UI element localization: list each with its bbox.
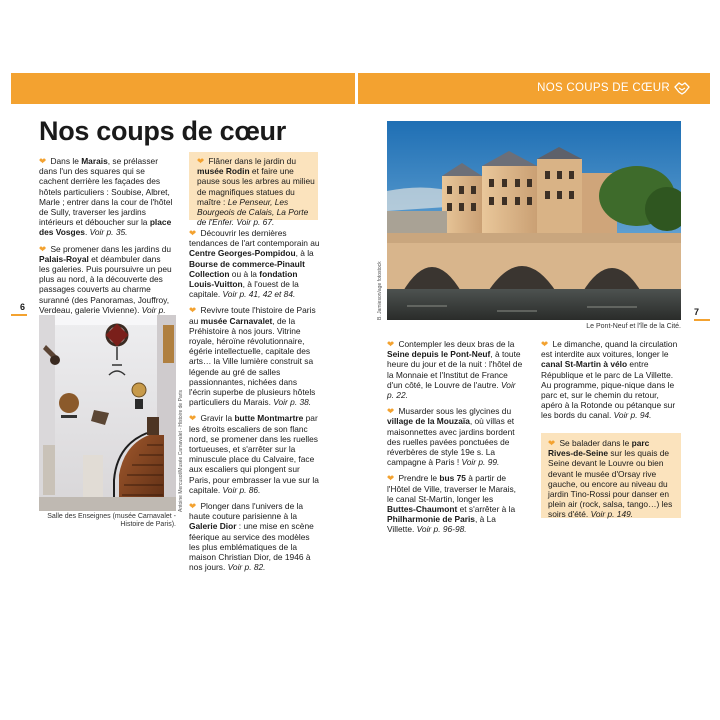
page-reference: Voir p. 82. [227, 562, 266, 573]
page-reference: Voir p. 38. [273, 397, 312, 408]
page-number-left: 6 [20, 302, 26, 312]
page-reference: Voir p. 96-98. [416, 524, 467, 535]
page-marker-left [11, 314, 27, 316]
heart-icon: ❤ [387, 339, 395, 349]
handshake-icon [674, 80, 690, 96]
column-4 [541, 339, 681, 427]
heart-icon: ❤ [189, 501, 197, 512]
column-1 [39, 156, 173, 331]
tip-paragraph: ❤ Découvrir les dernières tendances de l'art contemporain au Centre Georges-Pompidou, à la Bourse de commerce-Pinault Collection ou à la fondation Louis-Vuitton, à l'ouest de la capitale. Voir p. 41, 42 et 84. [189, 228, 320, 300]
page-reference: Voir p. [141, 304, 166, 315]
page-title: Nos coups de cœur [39, 116, 286, 146]
photo-pont-neuf [387, 121, 681, 320]
heart-icon: ❤ [197, 156, 205, 166]
heart-icon: ❤ [39, 243, 47, 254]
tip-paragraph: ❤ Flâner dans le jardin du musée Rodin et faire une pause sous les arbres au milieu de magnifiques statues du maître : Le Penseur, Les Bourgeois de Calais, La Porte de l'Enfer. Voir p. 67. [197, 156, 315, 228]
tip-paragraph: ❤ Dans le Marais, se prélasser dans l'un des squares qui se cachent derrière les façades des hôtels particuliers : Soubise, Albret, Marle ; entrer dans la cour de l'hôtel de Sully, traverser les jardins intérieurs et déboucher sur la place des Vosges. Voir p. 35. [39, 156, 173, 238]
photo-salle-des-enseignes [39, 315, 176, 511]
section-title: NOS COUPS DE CŒUR [537, 82, 670, 94]
highlight-box-text [197, 156, 315, 233]
heart-icon: ❤ [189, 305, 197, 316]
page-reference: Voir p. 94. [613, 410, 652, 421]
heart-icon: ❤ [548, 438, 556, 448]
page-reference: Voir p. 86. [222, 484, 261, 495]
heart-icon: ❤ [189, 228, 197, 238]
tip-paragraph: ❤ Musarder sous les glycines du village de la Mouzaïa, où villas et maisonnettes avec jardins bordent des ruelles pavées ponctuées de réverbères de style 19e s. La campagne à Paris ! Voir p. 99. [387, 406, 515, 468]
page-reference: Le Penseur, Les Bourgeois de Calais, La Porte de l'Enfer. Voir p. 67. [197, 196, 309, 228]
header-band-right [358, 73, 710, 104]
page-marker-right [694, 319, 710, 321]
tip-paragraph: ❤ Le dimanche, quand la circulation est interdite aux voitures, longer le canal St-Martin à vélo entre République et le parc de La Villette. Au programme, pique-nique dans le parc et, sur le chemin du retour, apéro à la Rotonde ou pétanque sur les bords du canal. Voir p. 94. [541, 339, 678, 421]
column-3 [387, 339, 523, 541]
tip-paragraph: ❤ Revivre toute l'histoire de Paris au musée Carnavalet, de la Préhistoire à nos jours. Vitrine royale, héroïne révolutionnaire, égérie intellectuelle, capitale des arts… la Ville lumière construit sa légende au gré de salles passionnantes, nichées dans l'écrin superbe de plusieurs hôtels particuliers du Marais. Voir p. 38. [189, 305, 316, 408]
heart-icon: ❤ [39, 156, 47, 166]
heart-icon: ❤ [387, 406, 395, 417]
heart-icon: ❤ [541, 339, 549, 349]
tip-paragraph: ❤ Plonger dans l'univers de la haute couture parisienne à la Galerie Dior : une mise en scène féerique au service des modèles les plus emblématiques de la maison Christian Dior, de 1946 à nos jours. Voir p. 82. [189, 501, 314, 573]
photo-credit: B. Jamieson/age fotostock [377, 261, 383, 320]
page-reference: Voir p. 22. [387, 379, 516, 401]
highlight-box-text [548, 438, 676, 526]
photo-credit: Antoine Mercusot/Musée Carnavalet - Histoire de Paris [178, 390, 184, 512]
page-reference: Voir p. 99. [461, 457, 500, 468]
page-reference: Voir p. 35. [89, 227, 128, 238]
photo-caption: Salle des Enseignes (musée Carnavalet - Histoire de Paris). [47, 513, 176, 529]
tip-paragraph: ❤ Se promener dans les jardins du Palais-Royal et déambuler dans les galeries. Puis poursuivre un peu plus au nord, à la découverte des passages couverts au charme suranné (des Panoramas, Jouffroy, Verdeau, galerie Vivienne). Voir p. [39, 244, 173, 326]
header-band-left [11, 73, 355, 104]
tip-paragraph: ❤ Se balader dans le parc Rives-de-Seine sur les quais de Seine devant le Louvre ou bien devant le musée d'Orsay rive gauche, ou encore au niveau du jardin Tino-Rossi pour danser en plein air (rock, salsa, tango…) les soirs d'été. Voir p. 149. [548, 438, 673, 520]
photo-caption: Le Pont-Neuf et l'île de la Cité. [586, 323, 681, 330]
heart-icon: ❤ [387, 473, 395, 484]
page-reference: Voir p. 149. [590, 509, 634, 520]
tip-paragraph: ❤ Prendre le bus 75 à partir de l'Hôtel de Ville, traverser le Marais, le canal St-Martin, longer les Buttes-Chaumont et s'arrêter à la Philharmonie de Paris, à La Villette. Voir p. 96-98. [387, 473, 516, 535]
column-2 [189, 228, 320, 579]
heart-icon: ❤ [189, 413, 197, 424]
page-reference: Voir p. 41, 42 et 84. [222, 289, 296, 300]
tip-paragraph: ❤ Gravir la butte Montmartre par les étroits escaliers de son flanc nord, se promener dans les ruelles tortueuses, et s'arrêter sur la minuscule place du Calvaire, face aux escaliers qui plongent sur Paris, pour embrasser la vue sur la capitale. Voir p. 86. [189, 413, 319, 495]
tip-paragraph: ❤ Contempler les deux bras de la Seine depuis le Pont-Neuf, à toute heure du jour et de la nuit : l'hôtel de la Monnaie et l'Institut de France d'un côté, le Louvre de l'autre. Voir p. 22. [387, 339, 523, 401]
page-number-right: 7 [694, 307, 700, 317]
